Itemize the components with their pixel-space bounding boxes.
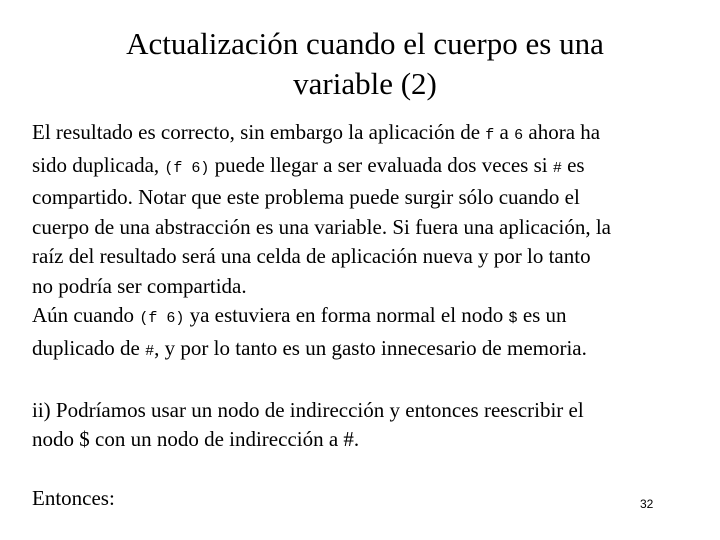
body-line: cuerpo de una abstracción es una variable. Si fuera una aplicación, la <box>32 214 611 239</box>
text-run: ahora ha <box>523 120 601 144</box>
text-run: duplicado de <box>32 335 146 360</box>
body-line: raíz del resultado será una celda de aplicación nueva y por lo tanto <box>32 244 591 268</box>
body-line: Entonces: <box>32 486 115 510</box>
body-line <box>32 118 702 151</box>
body-line <box>32 334 702 367</box>
text-run: Aún cuando <box>32 303 140 327</box>
code-run: # <box>552 159 562 177</box>
body-line: compartido. Notar que este problema puede surgir sólo cuando el <box>32 185 580 209</box>
body-line <box>32 151 702 184</box>
slide-body <box>32 118 702 514</box>
text-run: sido duplicada, <box>32 152 165 177</box>
body-line: ii) Podríamos usar un nodo de indirección y entonces reescribir el <box>32 397 584 422</box>
slide-title <box>40 24 690 104</box>
text-run: El resultado es correcto, sin embargo la aplicación de <box>32 120 486 144</box>
paragraph-gap <box>32 366 702 396</box>
body-line <box>32 301 702 334</box>
text-run: puede llegar a ser evaluada dos veces si <box>209 152 553 177</box>
body-line: nodo $ con un nodo de indirección a #. <box>32 427 360 451</box>
body-line: no podría ser compartida. <box>32 273 247 298</box>
code-run: (f 6) <box>139 310 185 327</box>
code-run: # <box>145 342 155 360</box>
title-line-1: Actualización cuando el cuerpo es una <box>126 26 604 61</box>
code-run: (f 6) <box>164 159 210 177</box>
text-run: , y por lo tanto es un gasto innecesario de memoria. <box>154 335 587 360</box>
code-run: 6 <box>514 127 524 144</box>
paragraph-gap <box>32 455 702 485</box>
code-run: f <box>485 127 495 144</box>
text-run: a <box>494 120 515 144</box>
text-run: es <box>561 152 585 177</box>
title-line-2: variable (2) <box>293 66 437 101</box>
page-number: 32 <box>640 497 654 511</box>
code-run: $ <box>508 310 518 327</box>
text-run: es un <box>517 303 567 327</box>
text-run: ya estuviera en forma normal el nodo <box>184 303 509 327</box>
